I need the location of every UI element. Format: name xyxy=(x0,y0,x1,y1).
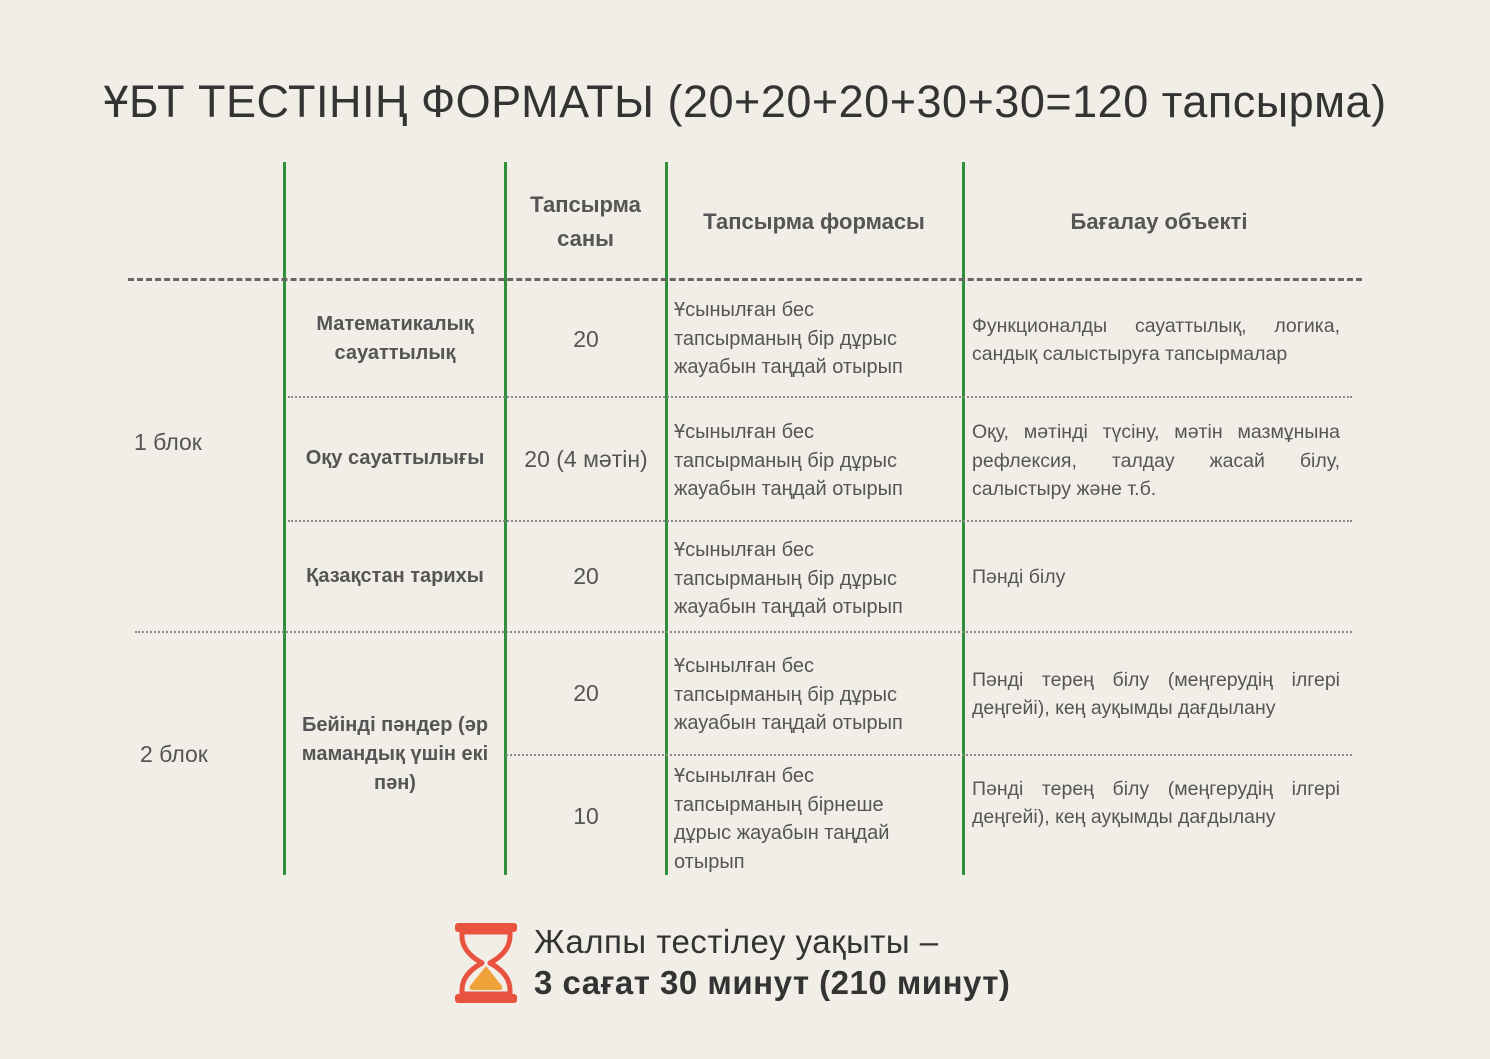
assessment-object: Пәнді терең білу (меңгерудің ілгері деңгейі), кең ауқымды дағдылану xyxy=(972,668,1340,719)
total-time-value: 3 сағат 30 минут (210 минут) xyxy=(534,964,1011,1001)
subject-math-literacy: Математикалық сауаттылық xyxy=(316,313,474,364)
header-object: Бағалау объекті xyxy=(1070,209,1248,234)
assessment-object: Пәнді білу xyxy=(972,565,1066,588)
subject-kazakh-history: Қазақстан тарихы xyxy=(306,564,484,587)
form-text: Ұсынылған бес тапсырманың бір дұрыс жауабын таңдай отырып xyxy=(674,299,903,378)
count-value: 20 xyxy=(573,562,599,589)
count-value: 10 xyxy=(573,802,599,829)
header-separator xyxy=(128,278,1362,281)
header-form: Тапсырма формасы xyxy=(703,209,925,234)
column-divider xyxy=(283,162,286,875)
form-text: Ұсынылған бес тапсырманың бір дұрыс жауабын таңдай отырып xyxy=(674,655,903,734)
form-text: Ұсынылған бес тапсырманың бір дұрыс жауабын таңдай отырып xyxy=(674,421,903,500)
assessment-object: Пәнді терең білу (меңгерудің ілгері деңгейі), кең ауқымды дағдылану xyxy=(972,777,1340,828)
subject-reading-literacy: Оқу сауаттылығы xyxy=(305,446,485,469)
column-divider xyxy=(962,162,965,875)
subject-profile: Бейінді пәндер (әр мамандық үшін екі пән) xyxy=(301,713,489,794)
hourglass-icon xyxy=(452,920,520,1011)
form-text: Ұсынылған бес тапсырманың бірнеше дұрыс жауабын таңдай отырып xyxy=(674,765,890,873)
assessment-object: Функционалды сауаттылық, логика, сандық салыстыруға тапсырмалар xyxy=(972,314,1340,365)
count-value: 20 xyxy=(573,679,599,706)
total-time-label: Жалпы тестілеу уақыты – xyxy=(534,923,939,960)
count-value: 20 xyxy=(573,325,599,352)
assessment-object: Оқу, мәтінді түсіну, мәтін мазмұнына рефлексия, талдау жасай білу, салыстыру және т.б. xyxy=(972,421,1340,500)
block-1-label: 1 блок xyxy=(134,428,202,455)
count-value: 20 (4 мәтін) xyxy=(524,445,648,472)
header-count: Тапсырма саны xyxy=(530,192,641,251)
page-title: ҰБТ ТЕСТІНІҢ ФОРМАТЫ (20+20+20+30+30=120 тапсырма) xyxy=(103,76,1387,127)
form-text: Ұсынылған бес тапсырманың бір дұрыс жауабын таңдай отырып xyxy=(674,539,903,618)
block-2-label: 2 блок xyxy=(140,740,208,767)
